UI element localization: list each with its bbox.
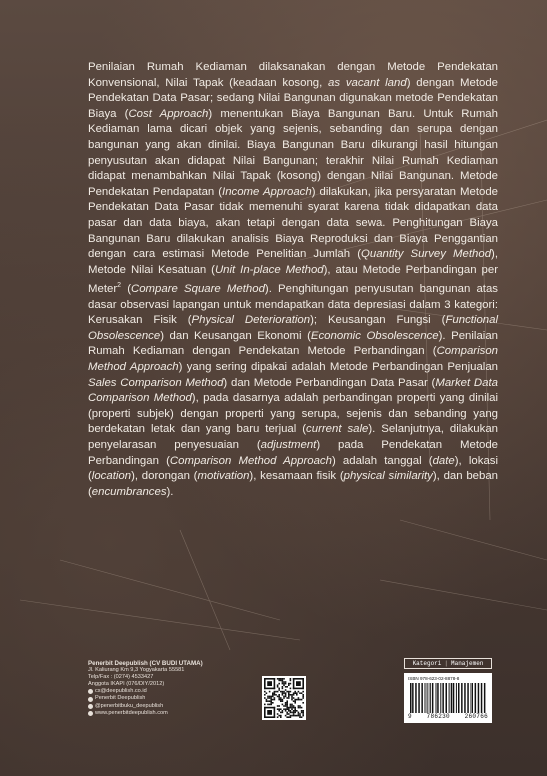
contact-website-text: www.penerbitdeepublish.com xyxy=(95,709,168,716)
italic-term: Income Approach xyxy=(222,185,312,198)
italic-term: date xyxy=(432,454,455,467)
text-segment: ) pada Pendekatan Metode Perbandingan ( xyxy=(88,439,499,467)
italic-term: Comparison Method Approach xyxy=(169,454,332,467)
italic-term: Economic Obsolescence xyxy=(310,329,439,342)
barcode-group-2: 260766 xyxy=(464,713,488,720)
barcode-image xyxy=(408,683,488,713)
back-cover-description xyxy=(88,60,498,500)
italic-term: encumbrances xyxy=(91,485,167,498)
text-segment: ). Penilaian Rumah Kediaman dengan Pendekatan Metode Perbandingan ( xyxy=(88,329,498,358)
text-segment: Penilaian Rumah Kediaman dilaksanakan dengan Metode Pendekatan Konvensional, Nilai Tapak (keadaan kosong, xyxy=(88,61,498,89)
globe-icon xyxy=(88,711,93,716)
publisher-membership: Anggota IKAPI (076/DIY/2012) xyxy=(88,681,165,688)
text-segment: ) adalah tanggal ( xyxy=(331,454,433,467)
italic-term: Compare Square Method xyxy=(131,283,265,296)
category-value: Manajemen xyxy=(451,660,484,667)
isbn-barcode xyxy=(404,673,492,723)
italic-term: Quantity Survey Method xyxy=(361,248,492,261)
text-segment: ). Selanjutnya, dilakukan penyelarasan penyesuaian ( xyxy=(88,423,499,452)
facebook-icon xyxy=(88,697,93,702)
contact-instagram-text: @penerbitbuku_deepublish xyxy=(95,702,164,709)
qr-code-image xyxy=(264,678,304,718)
text-segment: ) menentukan Biaya Bangunan Baru. Untuk Rumah Kediaman lama dicari objek yang sejenis, sebanding dan serupa dengan bangunan yang akan dinilai. Biaya Bangunan Baru dikurangi hasil hitungan penyusutan akan didapat Nilai Bangunan; terakhir Nilai Rumah Kediaman didapat menambahkan Nilai Tapak (kosong) dengan Nilai Bangunan. Metode Pendekatan Pendapatan ( xyxy=(88,107,498,198)
text-segment: ) dan Metode Perbandingan Data Pasar ( xyxy=(223,376,436,389)
qr-code[interactable] xyxy=(262,676,306,720)
italic-term: Physical Deterioration xyxy=(191,314,311,327)
publisher-address: Jl. Kaliurang Km 9,3 Yogyakarta 55581 xyxy=(88,667,185,674)
contact-facebook-text: Penerbit Deepublish xyxy=(95,695,146,702)
category-separator: | xyxy=(444,660,448,667)
contact-facebook xyxy=(88,695,278,702)
publisher-phone: Telp/Fax : (0274) 4533427 xyxy=(88,674,154,681)
barcode-first-digit: 9 xyxy=(408,713,412,720)
instagram-icon xyxy=(88,704,93,709)
text-segment: ). Penghitungan penyusutan bangunan atas dasar observasi lapangan untuk mendapatkan data depresiasi dalam 3 kategori: Kerusakan Fisik ( xyxy=(88,283,498,327)
italic-term: adjustment xyxy=(260,439,317,452)
text-segment: ), dan beban ( xyxy=(88,470,499,498)
italic-term: Market Data Comparison Method xyxy=(88,376,498,405)
email-icon xyxy=(88,689,93,694)
text-segment: ), lokasi ( xyxy=(88,454,499,483)
italic-term: Unit In-place Method xyxy=(214,263,324,276)
isbn-number: ISBN 978-623-02-8878-8 xyxy=(408,676,460,681)
italic-term: location xyxy=(91,470,132,483)
contact-instagram xyxy=(88,703,278,710)
text-segment: ), atau Metode Perbandingan per Meter xyxy=(88,263,498,296)
text-segment: ), kesamaan fisik ( xyxy=(249,470,344,483)
publisher-name: Penerbit Deepublish (CV BUDI UTAMA) xyxy=(88,660,203,667)
category-box xyxy=(404,658,492,669)
italic-term: physical similarity xyxy=(343,470,433,483)
text-segment: ), dorongan ( xyxy=(131,470,198,483)
superscript: 2 xyxy=(117,282,122,290)
italic-term: Functional Obsolescence xyxy=(88,314,498,342)
contact-email xyxy=(88,688,278,695)
italic-term: Sales Comparison Method xyxy=(88,376,224,389)
text-segment: ) yang sering dipakai adalah Metode Perbandingan Penjualan xyxy=(178,361,499,374)
publisher-info xyxy=(88,660,278,717)
category-label: Kategori xyxy=(412,660,442,667)
contact-website xyxy=(88,710,278,717)
text-segment: ); Keusangan Fungsi ( xyxy=(310,314,446,327)
text-segment: ) dilakukan, jika persyaratan Metode Pendekatan Data Pasar tidak memenuhi syarat karena tidak didapatkan data pasar dan data biaya, akan tetapi dengan data sewa. Penghitungan Biaya Bangunan Baru dilakukan analisis Biaya Reproduksi dan Biaya Penggantian dengan cara estimasi Metode Penelitian Jumlah ( xyxy=(88,185,499,261)
italic-term: current sale xyxy=(306,423,369,436)
text-segment: ) dan Keusangan Ekonomi ( xyxy=(160,329,311,342)
text-segment: ) dengan Metode Pendekatan Data Pasar; sedang Nilai Bangunan digunakan metode Pendekatan Biaya ( xyxy=(88,76,498,120)
barcode-group-1: 786230 xyxy=(426,713,450,720)
italic-term: Cost Approach xyxy=(128,107,209,120)
barcode-digits xyxy=(408,713,488,720)
italic-term: as vacant land xyxy=(328,76,407,89)
text-segment: ( xyxy=(121,283,131,296)
text-segment: ). xyxy=(166,485,174,498)
italic-term: Comparison Method Approach xyxy=(88,345,498,374)
contact-email-text: cs@deepublish.co.id xyxy=(95,688,147,695)
italic-term: motivation xyxy=(197,470,250,483)
text-segment: ), Metode Nilai Kesatuan ( xyxy=(88,248,499,276)
text-segment: ), pada dasarnya adalah perbandingan properti yang dinilai (properti subjek) dengan properti yang serupa, sejenis dan sebanding yang berdekatan letak dan yang baru terjual ( xyxy=(88,392,498,436)
